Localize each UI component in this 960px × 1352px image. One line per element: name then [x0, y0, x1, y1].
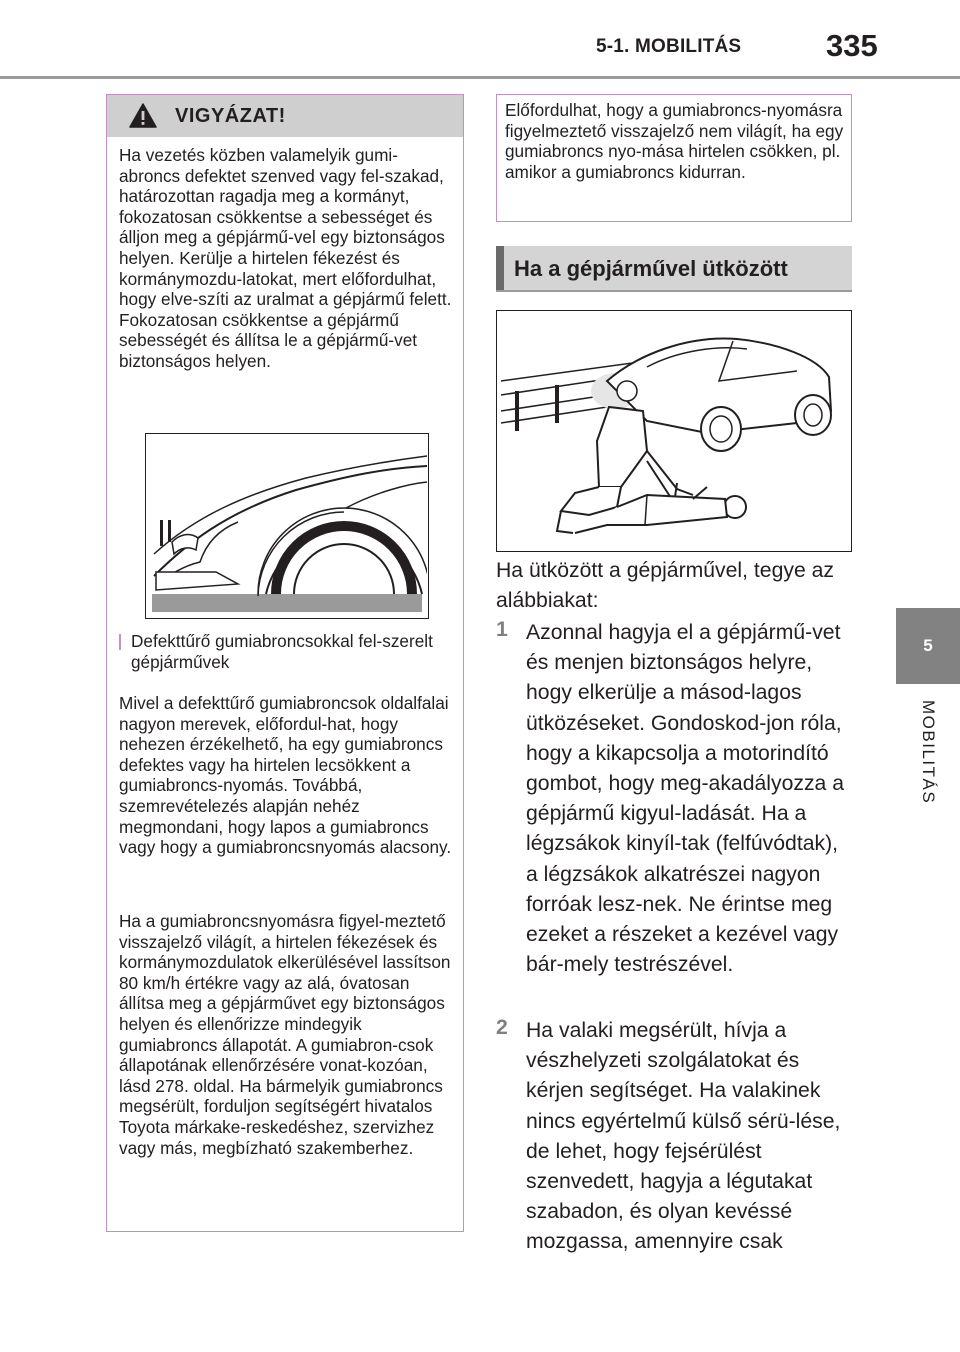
collision-drawing — [497, 311, 850, 550]
step-number: 1 — [496, 618, 508, 641]
step-text: Ha valaki megsérült, hívja a vészhelyzeti szolgálatokat és kérjen segítséget. Ha valakinek nincs egyértelmű külső sérü-lése, de lehet, hogy fejsérülést szenvedett, hagyja a légutakat szabadon, és olyan kevéssé mozgassa, amennyire csak — [526, 1019, 841, 1254]
chapter-label — [896, 700, 960, 900]
section-header: 5-1. MOBILITÁS — [596, 36, 742, 57]
intro-text: Ha ütközött a gépjárművel, tegye az alábbiakat: — [496, 559, 835, 613]
warning-paragraph: Mivel a defekttűrő gumiabroncsok oldalfalai nagyon merevek, előfordul-hat, hogy nehezen érzékelhető, ha egy gumiabroncs defektes vagy ha hirtelen lecsökkent a gumiabroncs-nyomás. Továbbá, szemrevételezés alapján nehéz megmondani, hogy lapos a gumiabroncs vagy hogy a gumiabroncsnyomás alacsony. — [119, 693, 452, 858]
warning-title: VIGYÁZAT! — [175, 105, 286, 127]
chapter-tab — [896, 608, 960, 684]
warning-header — [107, 95, 463, 137]
bullet-text: Defekttűrő gumiabroncsokkal fel-szerelt gépjárművek — [131, 631, 433, 672]
info-box — [496, 94, 852, 222]
section-heading-bar — [496, 246, 504, 292]
warning-paragraph: Ha a gumiabroncsnyomásra figyel-meztető visszajelző világít, a hirtelen fékezések és kormánymozdulatok elkerülésével lassítson 80 km/h értékre vagy az alá, óvatosan állítsa meg a gépjárművet egy biztonságos helyen és ellenőrizze mindegyik gumiabroncs állapotát. A gumiabron-csok állapotának ellenőrzésére vonat-kozóan, lásd 278. oldal. Ha bármelyik gumiabroncs megsérült, forduljon segítségért hivatalos Toyota márkake-reskedéshez, szervizhez vagy más, megbízható szakemberhez. — [119, 911, 451, 1158]
section-heading — [496, 246, 852, 292]
step-text: Azonnal hagyja el a gépjármű-vet és menjen biztonságos helyre, hogy elkerülje a másod-lagos ütközéseket. Gondoskod-jon róla, hogy a kikapcsolja a motorindító gombot, hogy meg-akadályozza a gépjármű kigyul-ladását. Ha a légzsákok kinyíl-tak (felfúvódtak), a légzsákok alkatrészei nagyon forróak lesz-nek. Ne érintse meg ezeket a részeket a kezével vagy bár-mely testrészével. — [526, 621, 844, 977]
bullet-marker — [119, 634, 121, 650]
collision-first-aid-illustration — [496, 310, 852, 552]
warning-paragraph: Ha vezetés közben valamelyik gumi-abroncs defektet szenved vagy fel-szakad, határozottan ragadja meg a kormányt, fokozatosan csökkentse a sebességet és álljon meg a gépjármű-vel egy biztonságos helyen. Kerülje a hirtelen fékezést és kormánymozdu-latokat, mert előfordulhat, hogy elve-szíti az uralmat a gépjármű felett. Fokozatosan csökkentse a gépjármű sebességét és állítsa le a gépjármű-vet biztonságos helyen. — [119, 145, 452, 371]
run-flat-tire-illustration — [145, 433, 429, 619]
info-text: Előfordulhat, hogy a gumiabroncs-nyomásra figyelmeztető visszajelző nem világít, ha egy gumiabroncs nyo-mása hirtelen csökken, pl. amikor a gumiabroncs kidurran. — [505, 100, 844, 182]
step-number: 2 — [496, 1016, 508, 1039]
tire-drawing — [146, 434, 427, 617]
section-divider — [496, 290, 852, 292]
chapter-label-text: MOBILITÁS — [919, 700, 938, 805]
warning-box — [106, 94, 464, 1232]
section-title: Ha a gépjárművel ütközött — [514, 256, 788, 281]
chapter-number: 5 — [923, 636, 933, 655]
header-divider — [0, 76, 960, 79]
page-number: 335 — [826, 28, 878, 63]
warning-triangle-icon — [129, 103, 157, 129]
